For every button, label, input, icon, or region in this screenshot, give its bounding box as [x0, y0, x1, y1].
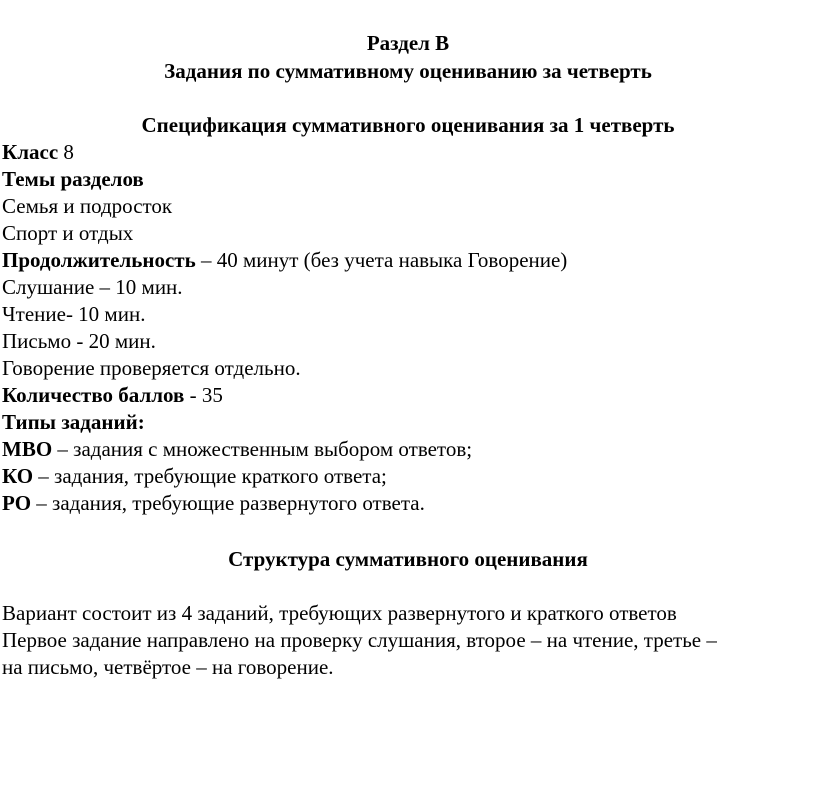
- topics-label: Темы разделов: [2, 167, 144, 191]
- task-type-desc: – задания с множественным выбором ответов;: [52, 437, 473, 461]
- points-label: Количество баллов: [2, 383, 185, 407]
- task-type-item: [2, 463, 387, 489]
- task-type-abbr: РО: [2, 491, 32, 515]
- points-value: - 35: [184, 383, 223, 407]
- timing-item: Слушание – 10 мин.: [2, 275, 183, 299]
- class-value: 8: [58, 140, 74, 164]
- structure-paragraph-line: Первое задание направлено на проверку слушания, второе – на чтение, третье –: [2, 628, 717, 652]
- duration-label: Продолжительность: [2, 248, 196, 272]
- topic-item: Спорт и отдых: [2, 221, 134, 245]
- task-type-desc: – задания, требующие развернутого ответа.: [31, 491, 425, 515]
- specification-title: Спецификация суммативного оценивания за 1 четверть: [141, 113, 675, 137]
- task-type-abbr: КО: [2, 464, 34, 488]
- task-type-item: [2, 490, 425, 516]
- timing-item: Письмо - 20 мин.: [2, 329, 156, 353]
- duration-value: – 40 минут (без учета навыка Говорение): [195, 248, 568, 272]
- timing-item: Говорение проверяется отдельно.: [2, 356, 301, 380]
- class-line: [2, 139, 74, 165]
- structure-title: Структура суммативного оценивания: [228, 547, 588, 571]
- task-types-label: Типы заданий:: [2, 410, 145, 434]
- section-title: Раздел B: [366, 31, 450, 55]
- document-subtitle: Задания по суммативному оцениванию за четверть: [164, 59, 652, 83]
- timing-item: Чтение- 10 мин.: [2, 302, 146, 326]
- task-type-desc: – задания, требующие краткого ответа;: [33, 464, 387, 488]
- duration-line: [2, 247, 567, 273]
- structure-paragraph-line: на письмо, четвёртое – на говорение.: [2, 655, 334, 679]
- class-label: Класс: [2, 140, 59, 164]
- task-type-abbr: МВО: [2, 437, 53, 461]
- topic-item: Семья и подросток: [2, 194, 173, 218]
- points-line: [2, 382, 223, 408]
- structure-paragraph-line: Вариант состоит из 4 заданий, требующих развернутого и краткого ответов: [2, 601, 677, 625]
- task-type-item: [2, 436, 472, 462]
